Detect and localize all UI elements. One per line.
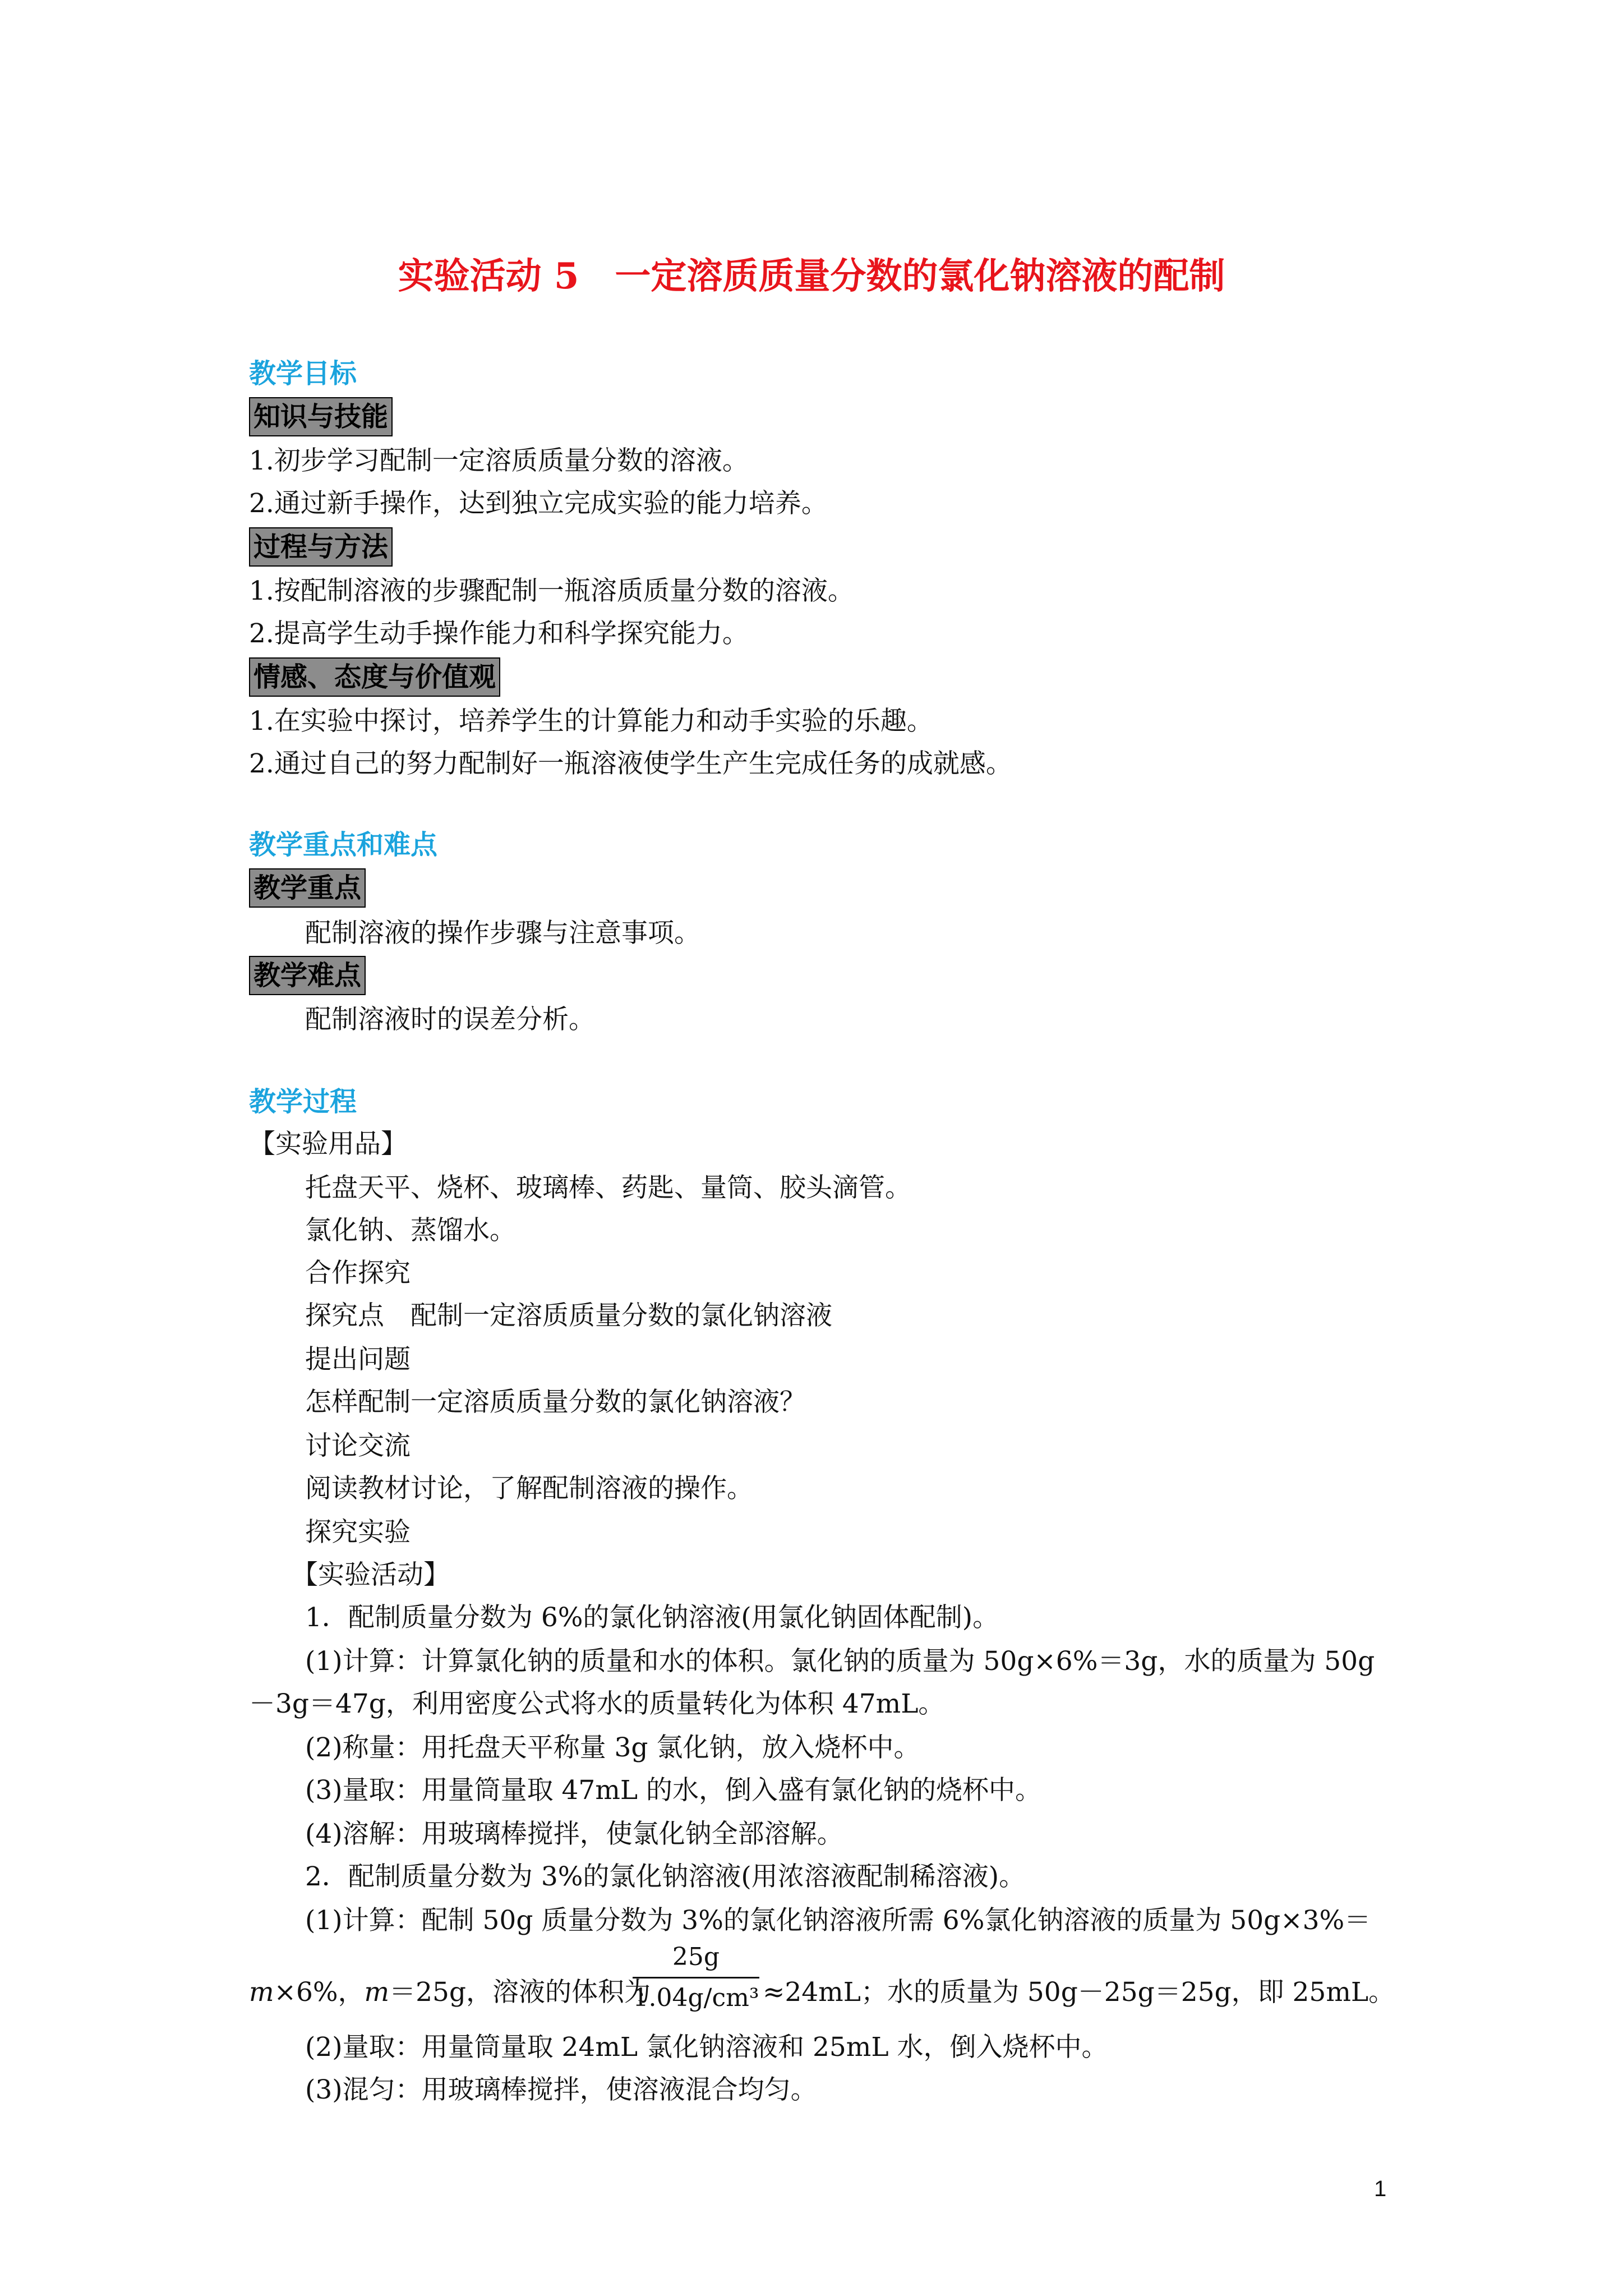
section-heading-key-points: 教学重点和难点 bbox=[249, 829, 438, 861]
volume-fraction bbox=[633, 1941, 759, 2014]
step-line: 1．配制质量分数为 6%的氯化钠溶液(用氯化钠固体配制)。 bbox=[305, 1602, 999, 1633]
step-line: －3g＝47g，利用密度公式将水的质量转化为体积 47mL。 bbox=[249, 1688, 945, 1719]
process-line: 讨论交流 bbox=[305, 1430, 411, 1461]
step-line: (1)计算：配制 50g 质量分数为 3%的氯化钠溶液所需 6%氯化钠溶液的质量为 50g×3%＝ bbox=[305, 1905, 1371, 1936]
process-line: 氯化钠、蒸馏水。 bbox=[305, 1215, 516, 1246]
formula-text: ＝25g，溶液的体积为 bbox=[389, 1977, 651, 2008]
section-heading-objectives: 教学目标 bbox=[249, 358, 357, 389]
tag-knowledge-skills: 知识与技能 bbox=[249, 397, 393, 436]
variable-m: m bbox=[364, 1977, 390, 2008]
fraction-bar bbox=[633, 1977, 759, 1978]
process-line: 探究点 配制一定溶质质量分数的氯化钠溶液 bbox=[305, 1300, 832, 1331]
tag-difficult-point: 教学难点 bbox=[249, 956, 366, 995]
process-line: 提出问题 bbox=[305, 1344, 411, 1375]
fraction-denominator: 1.04g/cm³ bbox=[633, 1984, 759, 2012]
formula-line bbox=[249, 1975, 651, 2010]
process-line: 怎样配制一定溶质质量分数的氯化钠溶液？ bbox=[305, 1387, 806, 1418]
tag-emotion-values: 情感、态度与价值观 bbox=[249, 657, 500, 697]
process-line: 阅读教材讨论，了解配制溶液的操作。 bbox=[305, 1473, 753, 1504]
step-line: (3)混匀：用玻璃棒搅拌，使溶液混合均匀。 bbox=[305, 2074, 817, 2105]
page-number: 1 bbox=[1374, 2177, 1387, 2201]
objective-item: 2.通过自己的努力配制好一瓶溶液使学生产生完成任务的成就感。 bbox=[249, 748, 1012, 779]
objective-item: 2.提高学生动手操作能力和科学探究能力。 bbox=[249, 618, 749, 649]
process-line: 托盘天平、烧杯、玻璃棒、药匙、量筒、胶头滴管。 bbox=[305, 1172, 911, 1203]
document-title: 实验活动 5 一定溶质质量分数的氯化钠溶液的配制 bbox=[398, 255, 1225, 297]
difficult-point-text: 配制溶液时的误差分析。 bbox=[305, 1004, 595, 1035]
formula-text: ×6%， bbox=[274, 1977, 365, 2008]
step-line: (4)溶解：用玻璃棒搅拌，使氯化钠全部溶解。 bbox=[305, 1819, 843, 1849]
activity-header: 【实验活动】 bbox=[292, 1559, 450, 1590]
process-line: 探究实验 bbox=[305, 1517, 411, 1548]
step-line: (2)称量：用托盘天平称量 3g 氯化钠，放入烧杯中。 bbox=[305, 1732, 920, 1763]
supplies-header: 【实验用品】 bbox=[249, 1129, 407, 1159]
variable-m: m bbox=[249, 1977, 274, 2008]
tag-key-point: 教学重点 bbox=[249, 868, 366, 908]
fraction-numerator: 25g bbox=[672, 1943, 720, 1971]
objective-item: 1.按配制溶液的步骤配制一瓶溶质质量分数的溶液。 bbox=[249, 576, 854, 606]
section-heading-process: 教学过程 bbox=[249, 1086, 357, 1117]
objective-item: 1.初步学习配制一定溶质质量分数的溶液。 bbox=[249, 445, 749, 476]
key-point-text: 配制溶液的操作步骤与注意事项。 bbox=[305, 918, 700, 949]
step-line: (2)量取：用量筒量取 24mL 氯化钠溶液和 25mL 水，倒入烧杯中。 bbox=[305, 2032, 1108, 2063]
tag-process-methods: 过程与方法 bbox=[249, 527, 393, 567]
step-line: (3)量取：用量筒量取 47mL 的水，倒入盛有氯化钠的烧杯中。 bbox=[305, 1775, 1042, 1806]
objective-item: 2.通过新手操作，达到独立完成实验的能力培养。 bbox=[249, 488, 828, 519]
step-line: (1)计算：计算氯化钠的质量和水的体积。氯化钠的质量为 50g×6%＝3g，水的质量为 50g bbox=[305, 1646, 1375, 1677]
step-line: 2．配制质量分数为 3%的氯化钠溶液(用浓溶液配制稀溶液)。 bbox=[305, 1861, 1026, 1892]
process-line: 合作探究 bbox=[305, 1258, 411, 1289]
formula-text: ≈24mL；水的质量为 50g－25g＝25g，即 25mL。 bbox=[763, 1977, 1395, 2008]
objective-item: 1.在实验中探讨，培养学生的计算能力和动手实验的乐趣。 bbox=[249, 706, 933, 737]
